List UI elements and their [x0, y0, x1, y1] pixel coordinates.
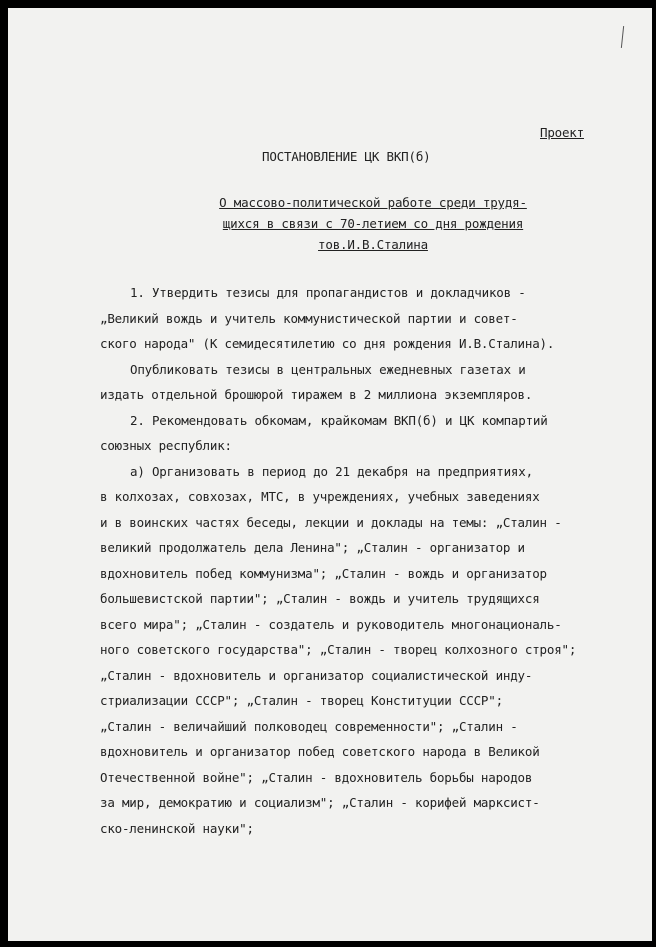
- draft-label: Проект: [540, 125, 584, 140]
- body-line: ско-ленинской науки";: [100, 820, 254, 836]
- body-line: Отечественной войне"; „Сталин - вдохновитель борьбы народов: [100, 769, 533, 785]
- body-line: 2. Рекомендовать обкомам, крайкомам ВКП(б) и ЦК компартий: [130, 412, 548, 428]
- body-line: всего мира"; „Сталин - создатель и руководитель многонациональ-: [100, 616, 562, 632]
- body-line: Опубликовать тезисы в центральных ежедневных газетах и: [130, 361, 526, 377]
- document-body: [100, 280, 640, 841]
- body-line: ного советского государства"; „Сталин - творец колхозного строя";: [100, 642, 577, 657]
- body-line: союзных республик:: [100, 438, 232, 453]
- body-line: „Сталин - вдохновитель и организатор социалистической инду-: [100, 667, 533, 683]
- body-line: стриализации СССР"; „Сталин - творец Конституции СССР";: [100, 693, 503, 708]
- page-tick-mark: [621, 26, 624, 48]
- subtitle-line: тов.И.В.Сталина: [318, 237, 428, 252]
- body-line: 1. Утвердить тезисы для пропагандистов и докладчиков -: [130, 285, 526, 300]
- document-page: [8, 8, 652, 941]
- body-line: в колхозах, совхозах, МТС, в учреждениях, учебных заведениях: [100, 489, 540, 504]
- subtitle-line: щихся в связи с 70-летием со дня рождения: [222, 216, 524, 231]
- body-line: издать отдельной брошюрой тиражем в 2 миллиона экземпляров.: [100, 387, 533, 402]
- body-line: „Сталин - величайший полководец современности"; „Сталин -: [100, 718, 518, 734]
- body-line: ского народа" (К семидесятилетию со дня рождения И.В.Сталина).: [100, 336, 555, 351]
- body-line: вдохновитель побед коммунизма"; „Сталин - вождь и организатор: [100, 565, 547, 581]
- body-line: большевистской партии"; „Сталин - вождь и учитель трудящихся: [100, 591, 540, 606]
- body-line: „Великий вождь и учитель коммунистической партии и совет-: [100, 310, 518, 326]
- document-title: ПОСТАНОВЛЕНИЕ ЦК ВКП(б): [262, 149, 431, 164]
- body-line: великий продолжатель дела Ленина"; „Сталин - организатор и: [100, 540, 525, 555]
- body-line: за мир, демократию и социализм"; „Сталин - корифей марксист-: [100, 795, 540, 810]
- body-line: вдохновитель и организатор побед советского народа в Великой: [100, 744, 540, 759]
- document-subtitle: [178, 192, 568, 255]
- subtitle-line: О массово-политической работе среди трудя-: [219, 195, 527, 210]
- body-line: и в воинских частях беседы, лекции и доклады на темы: „Сталин -: [100, 514, 562, 530]
- body-line: а) Организовать в период до 21 декабря на предприятиях,: [130, 463, 533, 479]
